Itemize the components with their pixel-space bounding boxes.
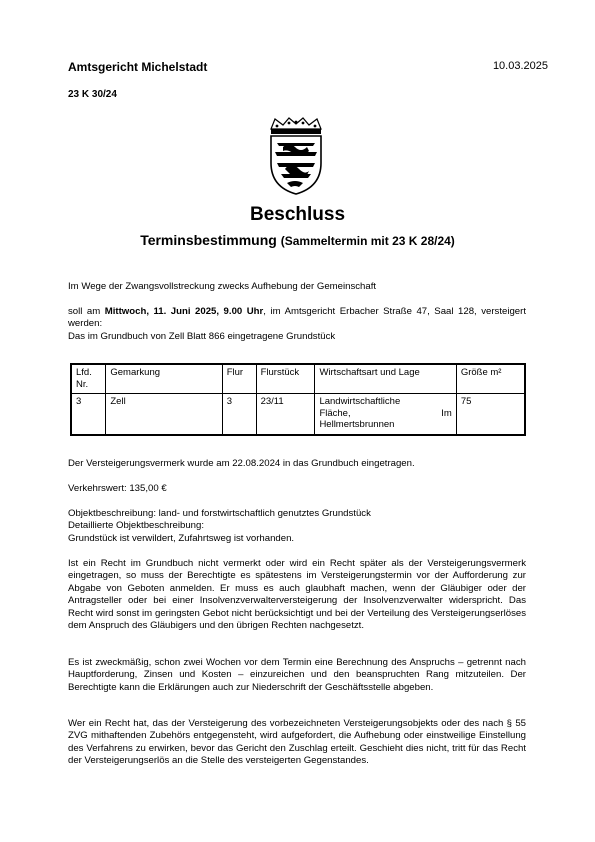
- document-date: 10.03.2025: [492, 60, 548, 72]
- verkehrswert-text: Verkehrswert: 135,00 €: [68, 483, 167, 494]
- document-subtitle: [0, 232, 595, 248]
- cell-flur: 3: [222, 394, 256, 435]
- header-flur: Flur: [222, 364, 256, 394]
- paragraph-berechnung: Es ist zweckmäßig, schon zwei Wochen vor dem Termin eine Berechnung des Anspruchs – getrennt nach Hauptforderung, Zinsen und Kosten – einzureichen und den beanspruchten Rang mitzuteilen. Der Berechtigte kann die Erklärungen auch zur Niederschrift der Geschäftsstelle abgeben.: [68, 657, 526, 693]
- cell-wirtschaftsart: [315, 394, 456, 435]
- paragraph-anmeldung: Ist ein Recht im Grundbuch nicht vermerkt oder wird ein Recht später als der Versteigerungsvermerk eingetragen, so muss der Berechtigte es spätestens im Versteigerungstermin vor der Aufforderung zur Abgabe von Geboten anmelden. Er muss es auch glaubhaft machen, wenn der Gläubiger oder der Antragsteller oder bei einer Insolvenzverwalterversteigerung der Insolvenzverwalter widerspricht. Das Recht wird sonst im geringsten Gebot nicht berücksichtigt und bei der Verteilung des Versteigerungserlöses dem Anspruch des Gläubigers und den übrigen Rechten nachgesetzt.: [68, 558, 526, 632]
- appointment-text: [68, 306, 526, 343]
- property-table: [70, 363, 526, 436]
- appointment-date-time: Mittwoch, 11. Juni 2025, 9.00 Uhr: [104, 306, 264, 317]
- subtitle-note: (Sammeltermin mit 23 K 28/24): [280, 234, 455, 248]
- lage-line-2b: Im: [441, 407, 452, 419]
- object-line-2: Detaillierte Objektbeschreibung:: [68, 520, 204, 532]
- cell-groesse: 75: [456, 394, 525, 435]
- case-number: 23 K 30/24: [68, 89, 117, 100]
- header-groesse: Größe m²: [456, 364, 525, 394]
- lage-line-3: Hellmertsbrunnen: [319, 419, 395, 430]
- table-header-row: [71, 364, 525, 394]
- header-wirtschaftsart: Wirtschaftsart und Lage: [315, 364, 456, 394]
- lage-line-1: Landwirtschaftliche: [319, 396, 401, 407]
- paragraph-aufhebung: Wer ein Recht hat, das der Versteigerung des vorbezeichneten Versteigerungsobjekts oder des nach § 55 ZVG mithaftenden Zubehörs entgegensteht, wird aufgefordert, die Aufhebung oder einstweilige Einstellung des Verfahrens zu erwirken, bevor das Gericht den Zuschlag erteilt. Geschieht dies nicht, tritt für das Recht der Versteigerungserlös an die Stelle des versteigerten Gegenstandes.: [68, 718, 526, 767]
- vermerk-text: Der Versteigerungsvermerk wurde am 22.08.2024 in das Grundbuch eingetragen.: [68, 458, 415, 469]
- intro-text: Im Wege der Zwangsvollstreckung zwecks Aufhebung der Gemeinschaft: [68, 281, 377, 292]
- cell-gemarkung: Zell: [106, 394, 222, 435]
- object-line-3: Grundstück ist verwildert, Zufahrtsweg ist vorhanden.: [68, 532, 295, 544]
- cell-lfd-nr: 3: [71, 394, 106, 435]
- document-title: Beschluss: [249, 204, 346, 225]
- lage-line-2a: Fläche,: [319, 407, 351, 419]
- hessen-coat-of-arms-icon: [265, 117, 327, 195]
- header-flurstueck: Flurstück: [256, 364, 315, 394]
- appointment-suffix: , im Amtsgericht Erbacher Straße 47, Saal 128, versteigert werden:: [68, 306, 526, 330]
- register-text: Das im Grundbuch von Zell Blatt 866 eingetragene Grundstück: [68, 330, 336, 342]
- object-description: [68, 508, 526, 545]
- lage-line-2: [319, 408, 451, 420]
- subtitle-main: Terminsbestimmung: [140, 232, 277, 248]
- header-gemarkung: Gemarkung: [106, 364, 222, 394]
- table-row: [71, 394, 525, 435]
- header-lfd-nr: Lfd. Nr.: [71, 364, 106, 394]
- cell-flurstueck: 23/11: [256, 394, 315, 435]
- appointment-prefix: soll am: [68, 306, 105, 317]
- object-line-1: Objektbeschreibung: land- und forstwirtschaftlich genutztes Grundstück: [68, 508, 371, 519]
- court-name: Amtsgericht Michelstadt: [68, 60, 208, 74]
